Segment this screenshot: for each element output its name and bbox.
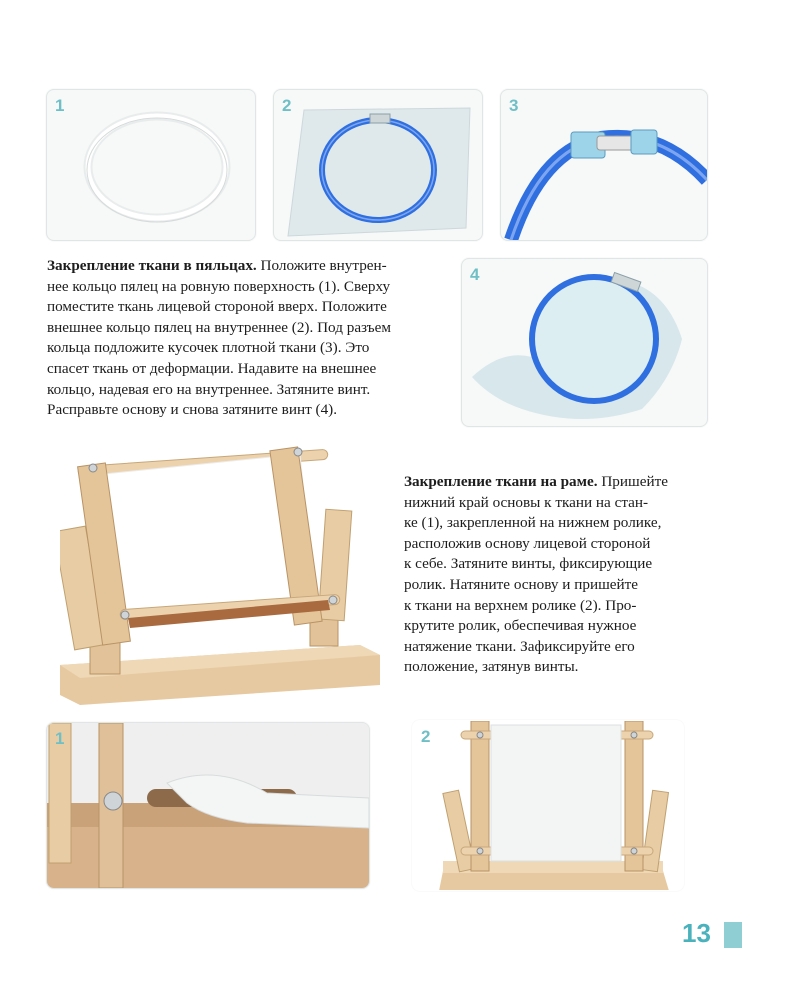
hoop-line: поместите ткань лицевой стороной вверх. Положите <box>47 298 387 316</box>
hoop-line: нее кольцо пялец на ровную поверхность (1). Сверху <box>47 277 391 295</box>
photo-3-clasp-closeup <box>500 89 708 241</box>
photo-number: 4 <box>470 265 480 284</box>
hoop-heading: Закрепление ткани в пяльцах. <box>47 257 257 274</box>
hoop-line: кольцо, надевая его на внутреннее. Затяните винт. <box>47 380 371 398</box>
inner-ring-image <box>47 90 255 240</box>
photo-4-fabric-in-hoop <box>461 258 708 427</box>
hoop-instructions <box>47 256 457 421</box>
photo-1-inner-ring <box>46 89 256 241</box>
page-number-marker <box>724 922 742 948</box>
clasp-image <box>501 90 707 240</box>
frame-with-fabric-image <box>413 721 683 890</box>
photo-number: 1 <box>55 729 65 748</box>
photo-number: 2 <box>421 727 431 746</box>
page-number: 13 <box>682 918 711 948</box>
frame-line: нижний край основы к ткани на стан- <box>404 493 649 511</box>
frame-line: расположив основу лицевой стороной <box>404 534 651 552</box>
frame-line: натяжение ткани. Зафиксируйте его <box>404 637 635 655</box>
frame-heading: Закрепление ткани на раме. <box>404 473 598 490</box>
hoop-line: спасет ткань от деформации. Надавите на внешнее <box>47 359 377 377</box>
photo-number: 3 <box>509 96 519 115</box>
hoop-line: внешнее кольцо пялец на внутреннее (2). Под разъем <box>47 318 392 336</box>
roller-closeup-image <box>47 723 369 888</box>
frame-line: ролик. Натяните основу и пришейте <box>404 575 639 593</box>
hoop-line: Расправьте основу и снова затяните винт (4). <box>47 401 338 419</box>
hoop-on-fabric-image <box>274 90 482 240</box>
frame-line: положение, затянув винты. <box>404 658 579 676</box>
photo-number: 2 <box>282 96 292 115</box>
frame-line: к себе. Затяните винты, фиксирующие <box>404 555 653 573</box>
hoop-line: Положите внутрен- <box>260 257 387 274</box>
frame-line: ке (1), закрепленной на нижнем ролике, <box>404 514 662 532</box>
photo-2-hoop-on-fabric <box>273 89 483 241</box>
bottom-photo-2 <box>412 720 684 891</box>
hoop-line: кольца подложите кусочек плотной ткани (3). Это <box>47 339 370 357</box>
fabric-in-hoop-image <box>462 259 707 426</box>
bottom-photo-1 <box>46 722 370 889</box>
frame-line: Пришейте <box>601 473 668 490</box>
embroidery-frame-image <box>60 440 380 710</box>
frame-line: к ткани на верхнем ролике (2). Про- <box>404 596 637 614</box>
frame-instructions <box>404 472 724 678</box>
frame-line: крутите ролик, обеспечивая нужное <box>404 617 637 635</box>
photo-number: 1 <box>55 96 65 115</box>
